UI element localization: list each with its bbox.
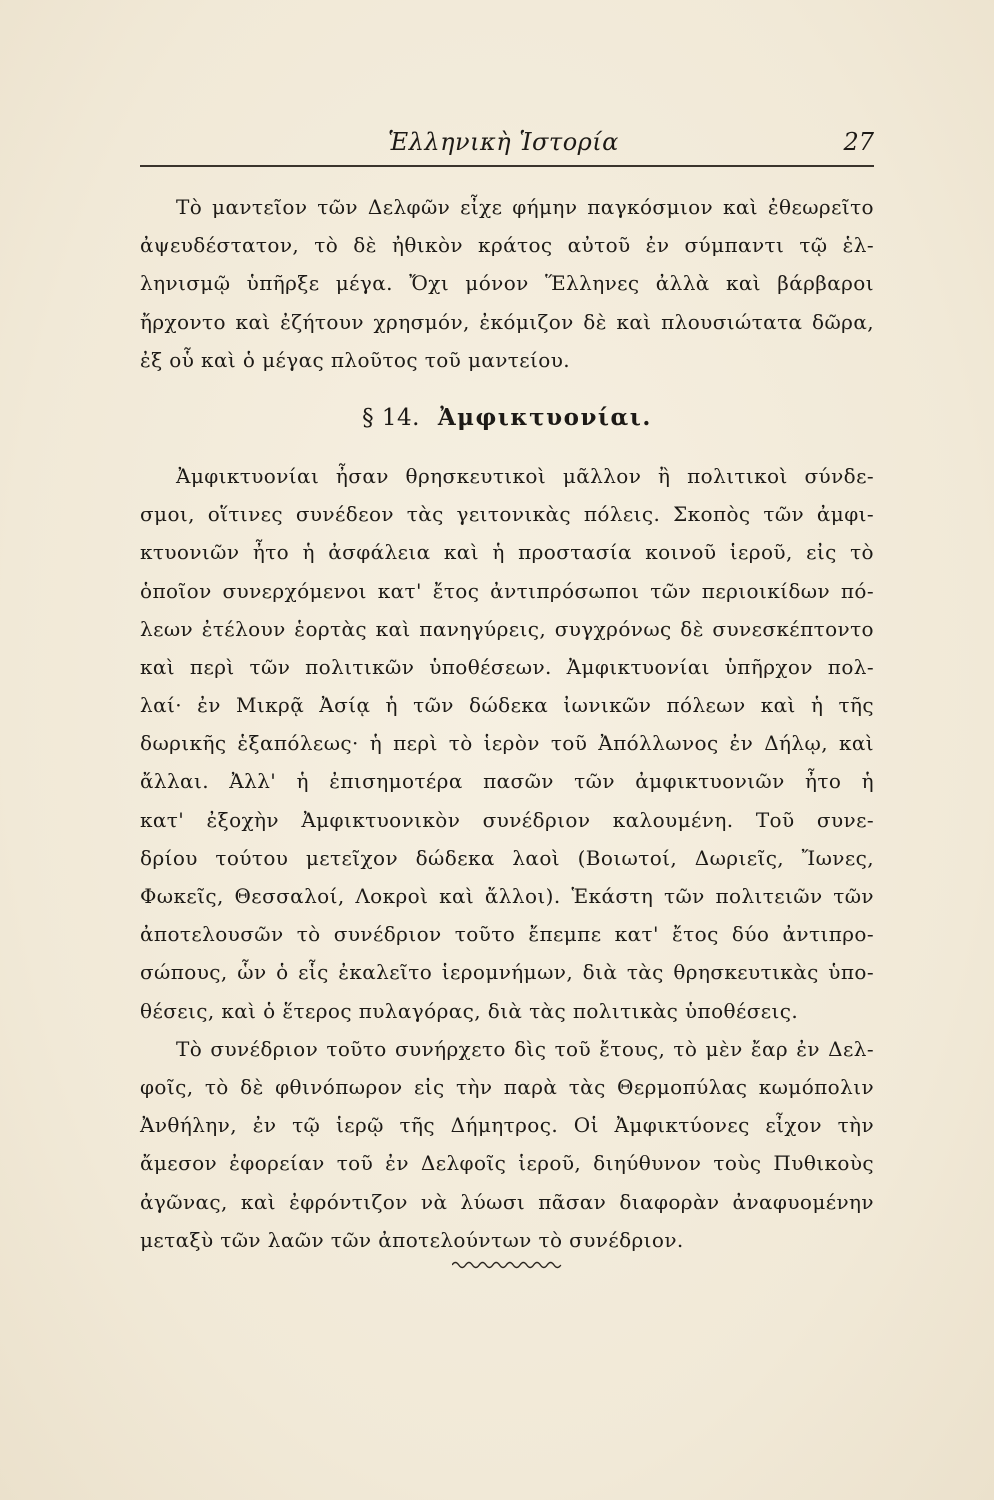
text-line: δωρικῆς ἑξαπόλεως· ἡ περὶ τὸ ἱερὸν τοῦ Ἀπόλλωνος ἐν Δήλῳ, καὶ xyxy=(140,731,874,756)
running-head xyxy=(140,128,874,160)
text-line: Τὸ συνέδριον τοῦτο συνήρχετο δὶς τοῦ ἔτους, τὸ μὲν ἔαρ ἐν Δελ- xyxy=(176,1036,874,1061)
text-line: ἀποτελουσῶν τὸ συνέδριον τοῦτο ἔπεμπε κατ' ἔτος δύο ἀντιπρο- xyxy=(140,922,874,947)
text-line: σώπους, ὧν ὁ εἷς ἐκαλεῖτο ἱερομνήμων, διὰ τὰς θρησκευτικὰς ὑπο- xyxy=(140,960,874,985)
text-line: κατ' ἐξοχὴν Ἀμφικτυονικὸν συνέδριον καλουμένη. Τοῦ συνε- xyxy=(140,807,874,832)
text-line: Ἀνθήλην, ἐν τῷ ἱερῷ τῆς Δήμητρος. Οἱ Ἀμφικτύονες εἶχον τὴν xyxy=(140,1113,874,1138)
text-line: ἄμεσον ἐφορείαν τοῦ ἐν Δελφοῖς ἱεροῦ, διηύθυνον τοὺς Πυθικοὺς xyxy=(140,1151,874,1176)
header-rule xyxy=(140,165,874,167)
running-title: Ἑλληνικὴ Ἱστορία xyxy=(388,128,619,156)
paragraph-2 xyxy=(140,457,874,1030)
body-text xyxy=(140,188,874,1259)
text-line: φοῖς, τὸ δὲ φθινόπωρον εἰς τὴν παρὰ τὰς Θερμοπύλας κωμόπολιν xyxy=(140,1074,874,1099)
text-line: θέσεις, καὶ ὁ ἕτερος πυλαγόρας, διὰ τὰς πολιτικὰς ὑποθέσεις. xyxy=(140,998,799,1023)
text-line: Τὸ μαντεῖον τῶν Δελφῶν εἶχε φήμην παγκόσμιον καὶ ἐθεωρεῖτο xyxy=(176,195,874,219)
text-line: λεων ἐτέλουν ἑορτὰς καὶ πανηγύρεις, συγχρόνως δὲ συνεσκέπτοντο xyxy=(140,616,874,641)
section-title: Ἀμφικτυονίαι. xyxy=(437,403,652,431)
page-number: 27 xyxy=(843,128,874,156)
text-line: ληνισμῷ ὑπῆρξε μέγα. Ὄχι μόνον Ἕλληνες ἀλλὰ καὶ βάρβαροι xyxy=(140,271,874,296)
text-line: λαί· ἐν Μικρᾷ Ἀσίᾳ ἡ τῶν δώδεκα ἰωνικῶν πόλεων καὶ ἡ τῆς xyxy=(140,693,874,718)
text-line: ἤρχοντο καὶ ἐζήτουν χρησμόν, ἐκόμιζον δὲ καὶ πλουσιώτατα δῶρα, xyxy=(140,309,874,334)
text-line: κτυονιῶν ἦτο ἡ ἀσφάλεια καὶ ἡ προστασία κοινοῦ ἱεροῦ, εἰς τὸ xyxy=(140,540,874,565)
section-heading xyxy=(140,379,874,457)
paragraph-1 xyxy=(140,188,874,379)
text-line: ἀγῶνας, καὶ ἐφρόντιζον νὰ λύωσι πᾶσαν διαφορὰν ἀναφυομένην xyxy=(140,1189,874,1214)
text-line: ἐξ οὗ καὶ ὁ μέγας πλοῦτος τοῦ μαντείου. xyxy=(140,347,571,372)
text-line: σμοι, οἵτινες συνέδεον τὰς γειτονικὰς πόλεις. Σκοπὸς τῶν ἀμφι- xyxy=(140,502,874,527)
text-line: ὁποῖον συνερχόμενοι κατ' ἔτος ἀντιπρόσωποι τῶν περιοικίδων πό- xyxy=(140,578,874,603)
text-line: Ἀμφικτυονίαι ἦσαν θρησκευτικοὶ μᾶλλον ἢ πολιτικοὶ σύνδε- xyxy=(176,463,874,488)
text-line: Φωκεῖς, Θεσσαλοί, Λοκροὶ καὶ ἄλλοι). Ἑκάστη τῶν πολιτειῶν τῶν xyxy=(140,884,874,908)
text-line: δρίου τούτου μετεῖχον δώδεκα λαοὶ (Βοιωτοί, Δωριεῖς, Ἴωνες, xyxy=(140,845,874,870)
text-line: ἄλλαι. Ἀλλ' ἡ ἐπισημοτέρα πασῶν τῶν ἀμφικτυονιῶν ἦτο ἡ xyxy=(140,769,874,794)
paragraph-3 xyxy=(140,1030,874,1259)
wavy-ornament-icon xyxy=(452,1258,562,1272)
section-number: § 14. xyxy=(362,404,420,431)
text-line: καὶ περὶ τῶν πολιτικῶν ὑποθέσεων. Ἀμφικτυονίαι ὑπῆρχον πολ- xyxy=(140,654,874,679)
text-line: ἀψευδέστατον, τὸ δὲ ἠθικὸν κράτος αὐτοῦ ἐν σύμπαντι τῷ ἑλ- xyxy=(140,233,874,258)
text-line: μεταξὺ τῶν λαῶν τῶν ἀποτελούντων τὸ συνέδριον. xyxy=(140,1227,684,1252)
